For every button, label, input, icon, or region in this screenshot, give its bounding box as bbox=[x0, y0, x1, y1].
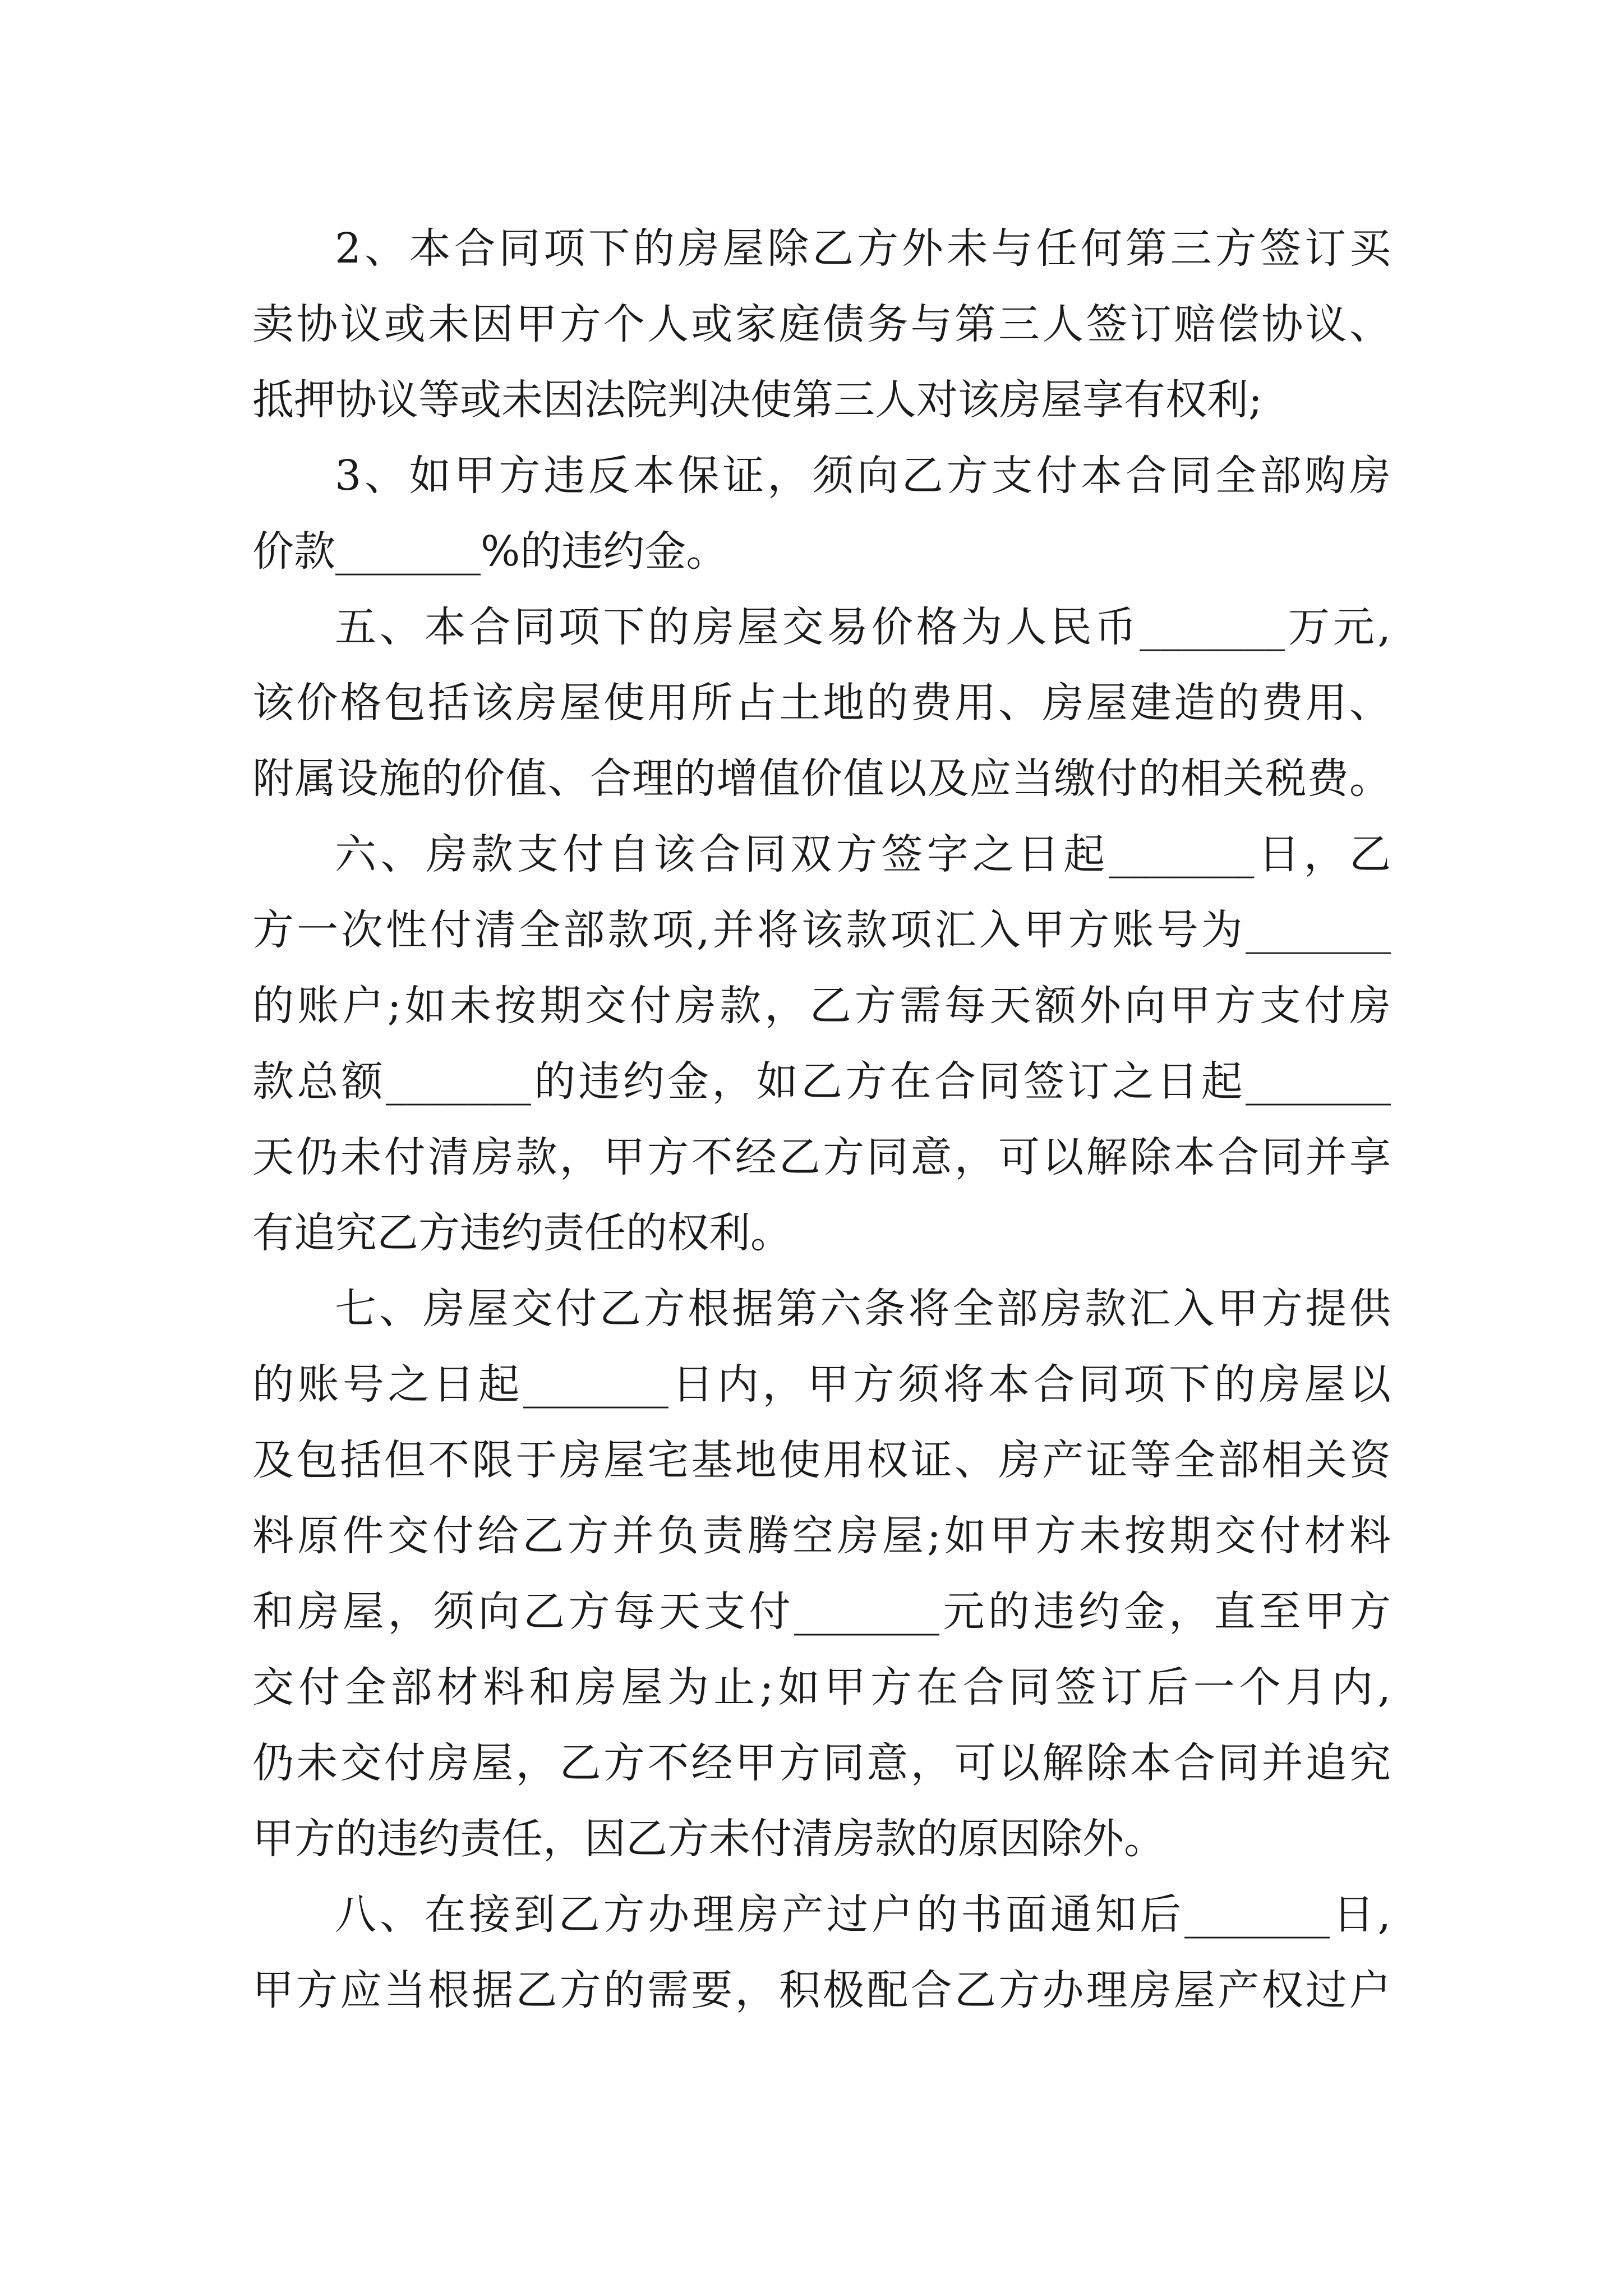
text-line: 甲方应当根据乙方的需要，积极配合乙方办理房屋产权过户 bbox=[252, 1966, 1391, 2014]
text-line: 该价格包括该房屋使用所占土地的费用、房屋建造的费用、 bbox=[252, 679, 1391, 727]
text-line: 交付全部材料和房屋为止;如甲方在合同签订后一个月内, bbox=[252, 1663, 1391, 1711]
text-line: 七、房屋交付乙方根据第六条将全部房款汇入甲方提供 bbox=[335, 1285, 1391, 1333]
text-line: 3、如甲方违反本保证，须向乙方支付本合同全部购房 bbox=[335, 452, 1391, 500]
text-line: 天仍未付清房款，甲方不经乙方同意，可以解除本合同并享 bbox=[252, 1133, 1391, 1181]
text-line: 价款_______%的违约金。 bbox=[252, 527, 728, 576]
text-line: 附属设施的价值、合理的增值价值以及应当缴付的相关税费。 bbox=[252, 754, 1391, 803]
text-line: 甲方的违约责任，因乙方未付清房款的原因除外。 bbox=[252, 1815, 1165, 1863]
text-line: 2、本合同项下的房屋除乙方外未与任何第三方签订买 bbox=[335, 224, 1391, 273]
text-line: 八、在接到乙方办理房产过户的书面通知后_______日, bbox=[335, 1890, 1391, 1939]
text-line: 卖协议或未因甲方个人或家庭债务与第三人签订赔偿协议、 bbox=[252, 300, 1391, 348]
text-line: 方一次性付清全部款项,并将该款项汇入甲方账号为_______ bbox=[252, 906, 1391, 954]
text-line: 仍未交付房屋，乙方不经甲方同意，可以解除本合同并追究 bbox=[252, 1739, 1391, 1787]
text-line: 抵押协议等或未因法院判决使第三人对该房屋享有权利; bbox=[252, 376, 1262, 424]
text-line: 的账号之日起_______日内，甲方须将本合同项下的房屋以 bbox=[252, 1360, 1391, 1409]
text-line: 和房屋，须向乙方每天支付_______元的违约金，直至甲方 bbox=[252, 1588, 1391, 1636]
text-line: 料原件交付给乙方并负责腾空房屋;如甲方未按期交付材料 bbox=[252, 1512, 1391, 1560]
text-line: 有追究乙方违约责任的权利。 bbox=[252, 1209, 792, 1257]
text-line: 及包括但不限于房屋宅基地使用权证、房产证等全部相关资 bbox=[252, 1436, 1391, 1484]
text-line: 的账户;如未按期交付房款，乙方需每天额外向甲方支付房 bbox=[252, 982, 1391, 1030]
text-line: 款总额_______的违约金，如乙方在合同签订之日起_______ bbox=[252, 1057, 1391, 1106]
text-line: 六、房款支付自该合同双方签字之日起_______日，乙 bbox=[335, 830, 1391, 878]
text-line: 五、本合同项下的房屋交易价格为人民币_______万元, bbox=[335, 603, 1391, 651]
